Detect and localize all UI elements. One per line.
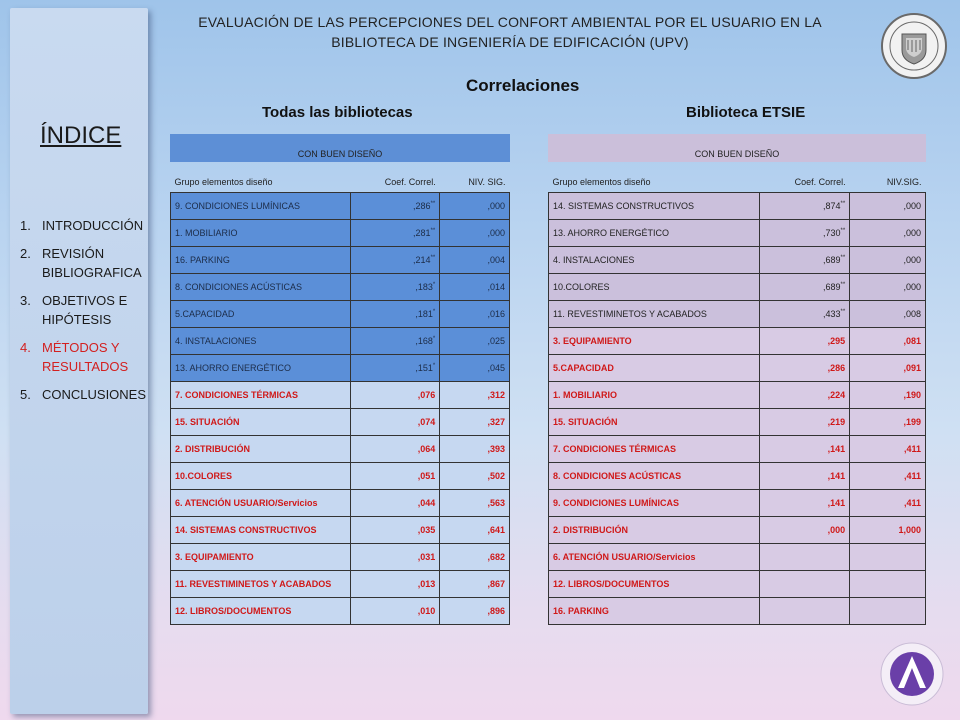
coef-value: ,141: [827, 497, 846, 508]
cell-coef: [350, 489, 440, 516]
page-title: Correlaciones: [466, 76, 580, 95]
table-row: [171, 219, 510, 246]
cell-coef: [350, 354, 440, 381]
cell-sig: ,682: [440, 543, 510, 570]
table-row: [549, 273, 926, 300]
table-row: [171, 489, 510, 516]
coef-value: ,151: [415, 362, 433, 373]
cell-coef: [760, 516, 850, 543]
table-row: [549, 327, 926, 354]
cell-sig: ,004: [440, 246, 510, 273]
menu-item-label: REVISIÓN BIBLIOGRAFICA: [42, 246, 142, 280]
column-header-coef: Coef. Correl.: [384, 176, 436, 187]
cell-sig: ,896: [440, 597, 510, 624]
table-row: [549, 489, 926, 516]
cell-coef: [760, 300, 850, 327]
cell-group-name: 6. ATENCIÓN USUARIO/Servicios: [171, 489, 351, 516]
cell-group-name: 2. DISTRIBUCIÓN: [171, 435, 351, 462]
cell-sig: ,641: [440, 516, 510, 543]
cell-group-name: 10.COLORES: [171, 462, 351, 489]
cell-coef: [350, 327, 440, 354]
cell-group-name: 16. PARKING: [549, 597, 760, 624]
menu-item-label: MÉTODOS Y RESULTADOS: [42, 340, 129, 374]
menu-item-introduccion[interactable]: [20, 216, 150, 235]
cell-coef: [350, 435, 440, 462]
coef-value: ,000: [827, 524, 846, 535]
coef-value: ,689: [822, 254, 841, 265]
table-row: [549, 570, 926, 597]
cell-coef: [760, 408, 850, 435]
cell-coef: [350, 192, 440, 219]
menu-item-label: INTRODUCCIÓN: [42, 218, 144, 233]
significance-mark: *: [432, 308, 436, 315]
cell-sig: ,008: [850, 300, 926, 327]
table-row: [549, 219, 926, 246]
cell-coef: [350, 246, 440, 273]
table-row: [549, 192, 926, 219]
index-menu: [20, 216, 150, 413]
table-row: [171, 192, 510, 219]
significance-mark: **: [840, 254, 846, 261]
sidebar: [10, 8, 148, 714]
menu-item-metodos[interactable]: [20, 338, 150, 376]
cell-sig: ,045: [440, 354, 510, 381]
cell-coef: [760, 462, 850, 489]
table-row: [171, 570, 510, 597]
cell-group-name: 13. AHORRO ENERGÉTICO: [171, 354, 351, 381]
cell-sig: ,081: [850, 327, 926, 354]
significance-mark: **: [840, 281, 846, 288]
table-row: [171, 273, 510, 300]
table-row: [549, 354, 926, 381]
significance-mark: **: [430, 200, 436, 207]
coef-value: ,035: [417, 524, 436, 535]
cell-coef: [760, 246, 850, 273]
table-row: [171, 381, 510, 408]
left-section-title: Todas las bibliotecas: [262, 104, 413, 121]
coef-value: ,074: [417, 416, 436, 427]
cell-coef: [760, 489, 850, 516]
cell-sig: ,000: [440, 219, 510, 246]
cell-coef: [350, 462, 440, 489]
table-row: [549, 408, 926, 435]
cell-sig: ,014: [440, 273, 510, 300]
cell-sig: 1,000: [850, 516, 926, 543]
cell-coef: [760, 570, 850, 597]
cell-coef: [760, 192, 850, 219]
table-row: [171, 408, 510, 435]
cell-coef: [760, 327, 850, 354]
column-header-coef: Coef. Correl.: [794, 176, 846, 187]
left-table-banner: CON BUEN DISEÑO: [170, 134, 510, 162]
cell-group-name: 16. PARKING: [171, 246, 351, 273]
cell-group-name: 11. REVESTIMINETOS Y ACABADOS: [549, 300, 760, 327]
cell-coef: [350, 543, 440, 570]
cell-sig: ,867: [440, 570, 510, 597]
coef-value: ,219: [827, 416, 846, 427]
cell-coef: [350, 597, 440, 624]
cell-group-name: 5.CAPACIDAD: [171, 300, 351, 327]
cell-group-name: 1. MOBILIARIO: [549, 381, 760, 408]
coef-value: ,224: [827, 389, 846, 400]
cell-coef: [760, 543, 850, 570]
cell-coef: [350, 300, 440, 327]
coef-value: ,141: [827, 443, 846, 454]
cell-group-name: 3. EQUIPAMIENTO: [171, 543, 351, 570]
menu-item-number: 2.: [20, 246, 31, 261]
cell-coef: [760, 435, 850, 462]
cell-coef: [350, 273, 440, 300]
university-seal-logo: [880, 12, 948, 80]
header-line-2: BIBLIOTECA DE INGENIERÍA DE EDIFICACIÓN (UPV): [331, 34, 689, 50]
coef-value: ,874: [822, 200, 841, 211]
cell-group-name: 8. CONDICIONES ACÚSTICAS: [171, 273, 351, 300]
column-header-group: Grupo elementos diseño: [552, 176, 651, 187]
cell-sig: ,563: [440, 489, 510, 516]
significance-mark: **: [840, 227, 846, 234]
coef-value: ,433: [822, 308, 841, 319]
cell-sig: ,091: [850, 354, 926, 381]
table-row: [171, 597, 510, 624]
significance-mark: **: [840, 308, 846, 315]
cell-coef: [350, 408, 440, 435]
cell-coef: [350, 381, 440, 408]
cell-coef: [760, 597, 850, 624]
table-header-row: [549, 172, 926, 192]
cell-group-name: 3. EQUIPAMIENTO: [549, 327, 760, 354]
cell-group-name: 4. INSTALACIONES: [549, 246, 760, 273]
column-header-group: Grupo elementos diseño: [174, 176, 273, 187]
cell-group-name: 14. SISTEMAS CONSTRUCTIVOS: [171, 516, 351, 543]
coef-value: ,064: [417, 443, 436, 454]
coef-value: ,031: [417, 551, 436, 562]
menu-item-objetivos[interactable]: [20, 291, 150, 329]
cell-coef: [760, 219, 850, 246]
table-row: [549, 543, 926, 570]
cell-group-name: 9. CONDICIONES LUMÍNICAS: [171, 192, 351, 219]
cell-sig: [850, 543, 926, 570]
cell-sig: [850, 570, 926, 597]
coef-value: ,689: [822, 281, 841, 292]
cell-group-name: 8. CONDICIONES ACÚSTICAS: [549, 462, 760, 489]
cell-sig: ,411: [850, 489, 926, 516]
cell-group-name: 1. MOBILIARIO: [171, 219, 351, 246]
sidebar-title: ÍNDICE: [40, 122, 122, 149]
cell-group-name: 14. SISTEMAS CONSTRUCTIVOS: [549, 192, 760, 219]
cell-sig: ,000: [440, 192, 510, 219]
menu-item-conclusiones[interactable]: [20, 385, 150, 404]
table-row: [171, 327, 510, 354]
page-header: [170, 12, 850, 52]
coef-value: ,286: [827, 362, 846, 373]
cell-coef: [760, 273, 850, 300]
table-row: [171, 300, 510, 327]
cell-coef: [760, 381, 850, 408]
coef-value: ,286: [413, 200, 431, 211]
significance-mark: **: [840, 200, 846, 207]
cell-group-name: 11. REVESTIMINETOS Y ACABADOS: [171, 570, 351, 597]
cell-sig: ,000: [850, 246, 926, 273]
cell-group-name: 5.CAPACIDAD: [549, 354, 760, 381]
coef-value: ,010: [417, 605, 436, 616]
right-table-banner: CON BUEN DISEÑO: [548, 134, 926, 162]
table-row: [171, 462, 510, 489]
cell-group-name: 2. DISTRIBUCIÓN: [549, 516, 760, 543]
significance-mark: *: [432, 335, 436, 342]
table-row: [171, 543, 510, 570]
coef-value: ,730: [822, 227, 841, 238]
cell-sig: ,016: [440, 300, 510, 327]
table-header-row: [171, 172, 510, 192]
right-section-title: Biblioteca ETSIE: [686, 104, 806, 121]
cell-group-name: 10.COLORES: [549, 273, 760, 300]
cell-sig: ,025: [440, 327, 510, 354]
coef-value: ,044: [417, 497, 436, 508]
table-row: [549, 435, 926, 462]
cell-sig: ,000: [850, 219, 926, 246]
column-header-sig: NIV. SIG.: [468, 176, 506, 187]
cell-sig: ,502: [440, 462, 510, 489]
menu-item-label: OBJETIVOS E HIPÓTESIS: [42, 293, 128, 327]
table-row: [549, 300, 926, 327]
table-row: [171, 516, 510, 543]
right-correlation-table: [548, 172, 926, 625]
cell-group-name: 7. CONDICIONES TÉRMICAS: [171, 381, 351, 408]
menu-item-number: 5.: [20, 387, 31, 402]
table-row: [171, 246, 510, 273]
significance-mark: **: [430, 227, 436, 234]
cell-sig: ,199: [850, 408, 926, 435]
column-header-sig: NIV.SIG.: [886, 176, 922, 187]
menu-item-label: CONCLUSIONES: [42, 387, 147, 402]
coef-value: ,295: [827, 335, 846, 346]
cell-sig: ,411: [850, 435, 926, 462]
cell-group-name: 9. CONDICIONES LUMÍNICAS: [549, 489, 760, 516]
significance-mark: *: [432, 281, 436, 288]
cell-sig: ,000: [850, 192, 926, 219]
cell-coef: [350, 219, 440, 246]
header-line-1: EVALUACIÓN DE LAS PERCEPCIONES DEL CONFORT AMBIENTAL POR EL USUARIO EN LA: [198, 14, 822, 30]
table-row: [549, 246, 926, 273]
table-row: [549, 462, 926, 489]
menu-item-revision[interactable]: [20, 244, 150, 282]
coef-value: ,181: [415, 308, 433, 319]
table-row: [171, 354, 510, 381]
table-row: [549, 597, 926, 624]
cell-coef: [760, 354, 850, 381]
cell-group-name: 6. ATENCIÓN USUARIO/Servicios: [549, 543, 760, 570]
cell-sig: ,312: [440, 381, 510, 408]
menu-item-number: 3.: [20, 293, 31, 308]
cell-coef: [350, 570, 440, 597]
coef-value: ,141: [827, 470, 846, 481]
cell-sig: ,190: [850, 381, 926, 408]
significance-mark: **: [430, 254, 436, 261]
cell-group-name: 12. LIBROS/DOCUMENTOS: [171, 597, 351, 624]
coef-value: ,076: [417, 389, 436, 400]
menu-item-number: 1.: [20, 218, 31, 233]
coef-value: ,214: [413, 254, 431, 265]
left-correlation-table: [170, 172, 510, 625]
coef-value: ,183: [415, 281, 433, 292]
cell-sig: ,327: [440, 408, 510, 435]
cell-sig: ,411: [850, 462, 926, 489]
coef-value: ,013: [417, 578, 436, 589]
cell-group-name: 13. AHORRO ENERGÉTICO: [549, 219, 760, 246]
coef-value: ,051: [417, 470, 436, 481]
cell-group-name: 12. LIBROS/DOCUMENTOS: [549, 570, 760, 597]
cell-coef: [350, 516, 440, 543]
cell-group-name: 7. CONDICIONES TÉRMICAS: [549, 435, 760, 462]
cell-group-name: 15. SITUACIÓN: [171, 408, 351, 435]
menu-item-number: 4.: [20, 340, 31, 355]
cell-sig: ,393: [440, 435, 510, 462]
coef-value: ,281: [413, 227, 431, 238]
cell-group-name: 15. SITUACIÓN: [549, 408, 760, 435]
cell-sig: ,000: [850, 273, 926, 300]
coef-value: ,168: [415, 335, 433, 346]
table-row: [171, 435, 510, 462]
table-row: [549, 516, 926, 543]
table-row: [549, 381, 926, 408]
significance-mark: *: [432, 362, 436, 369]
cell-group-name: 4. INSTALACIONES: [171, 327, 351, 354]
cell-sig: [850, 597, 926, 624]
school-emblem-logo: [878, 640, 946, 708]
